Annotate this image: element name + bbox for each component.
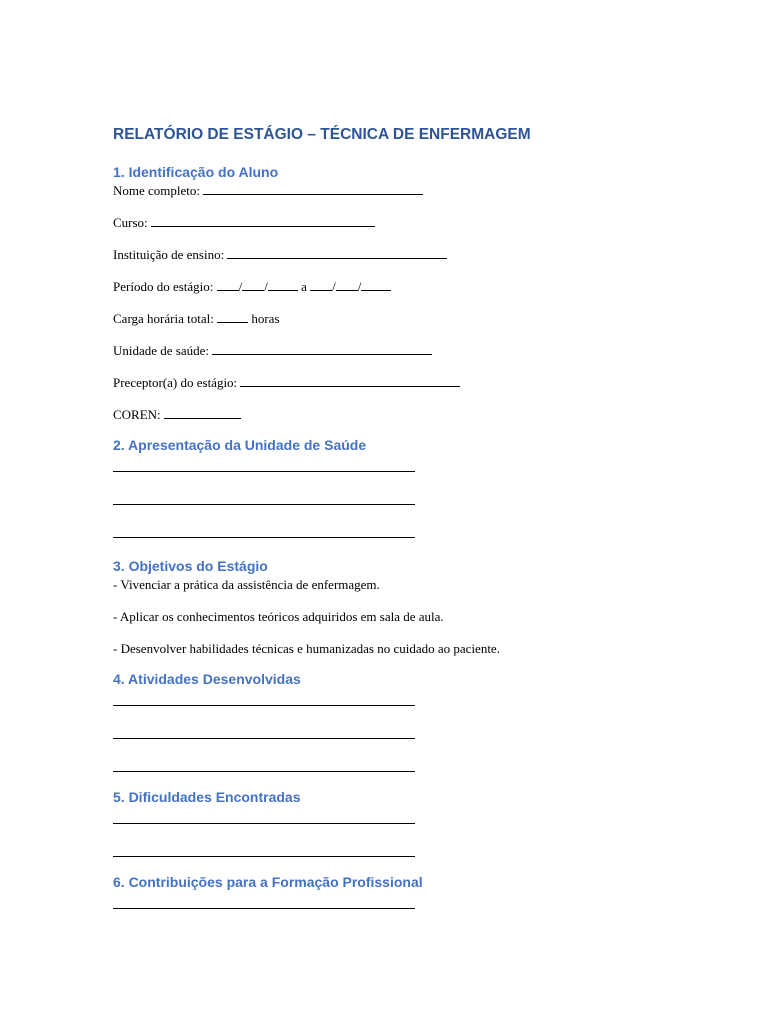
fill-blank xyxy=(212,342,432,355)
field-carga-horaria xyxy=(113,310,673,327)
date-separator: / xyxy=(238,279,243,294)
field-coren xyxy=(113,406,673,423)
fill-blank xyxy=(151,214,375,227)
fill-blank xyxy=(217,278,239,291)
section-heading-identificacao: 1. Identificação do Aluno xyxy=(113,164,279,180)
date-separator: / xyxy=(264,279,268,294)
field-curso xyxy=(113,214,673,231)
document-page xyxy=(113,125,673,909)
fill-blank xyxy=(227,246,447,259)
blank-line xyxy=(113,689,415,706)
field-label: Carga horária total: xyxy=(113,311,218,326)
list-item: - Vivenciar a prática da assistência de enfermagem. xyxy=(113,577,380,592)
section-heading-objetivos: 3. Objetivos do Estágio xyxy=(113,558,268,574)
field-label: COREN: xyxy=(113,407,164,422)
section-heading-atividades: 4. Atividades Desenvolvidas xyxy=(113,671,301,687)
blank-line xyxy=(113,807,415,824)
date-separator: / xyxy=(332,279,336,294)
blank-line xyxy=(113,892,415,909)
date-separator: / xyxy=(357,279,362,294)
fill-blank xyxy=(203,182,423,195)
field-label: Período do estágio: xyxy=(113,279,217,294)
range-connector: a xyxy=(297,279,311,294)
fill-blank xyxy=(164,406,241,419)
field-periodo xyxy=(113,278,673,295)
field-preceptor xyxy=(113,374,673,391)
list-item: - Desenvolver habilidades técnicas e humanizadas no cuidado ao paciente. xyxy=(113,641,500,656)
fill-blank xyxy=(310,278,332,291)
fill-blank xyxy=(217,310,248,323)
field-label: Nome completo: xyxy=(113,183,204,198)
blank-line xyxy=(113,840,415,857)
list-item: - Aplicar os conhecimentos teóricos adquiridos em sala de aula. xyxy=(113,609,444,624)
blank-line xyxy=(113,722,415,739)
fill-blank xyxy=(240,374,460,387)
field-unidade-saude xyxy=(113,342,673,359)
section-heading-dificuldades: 5. Dificuldades Encontradas xyxy=(113,789,301,805)
field-nome-completo xyxy=(113,182,673,199)
blank-line xyxy=(113,521,415,538)
document-title: RELATÓRIO DE ESTÁGIO – TÉCNICA DE ENFERMAGEM xyxy=(113,126,531,143)
section-heading-apresentacao: 2. Apresentação da Unidade de Saúde xyxy=(113,437,367,453)
field-label: Instituição de ensino: xyxy=(113,247,228,262)
blank-line xyxy=(113,455,415,472)
section-heading-contribuicoes: 6. Contribuições para a Formação Profissional xyxy=(113,874,423,890)
fill-blank xyxy=(361,278,391,291)
field-instituicao xyxy=(113,246,673,263)
field-label: Curso: xyxy=(113,215,151,230)
fill-blank xyxy=(336,278,358,291)
blank-line xyxy=(113,488,415,505)
fill-blank xyxy=(242,278,264,291)
field-suffix: horas xyxy=(248,311,280,326)
field-label: Unidade de saúde: xyxy=(113,343,213,358)
fill-blank xyxy=(268,278,298,291)
field-label: Preceptor(a) do estágio: xyxy=(113,375,241,390)
blank-line xyxy=(113,755,415,772)
